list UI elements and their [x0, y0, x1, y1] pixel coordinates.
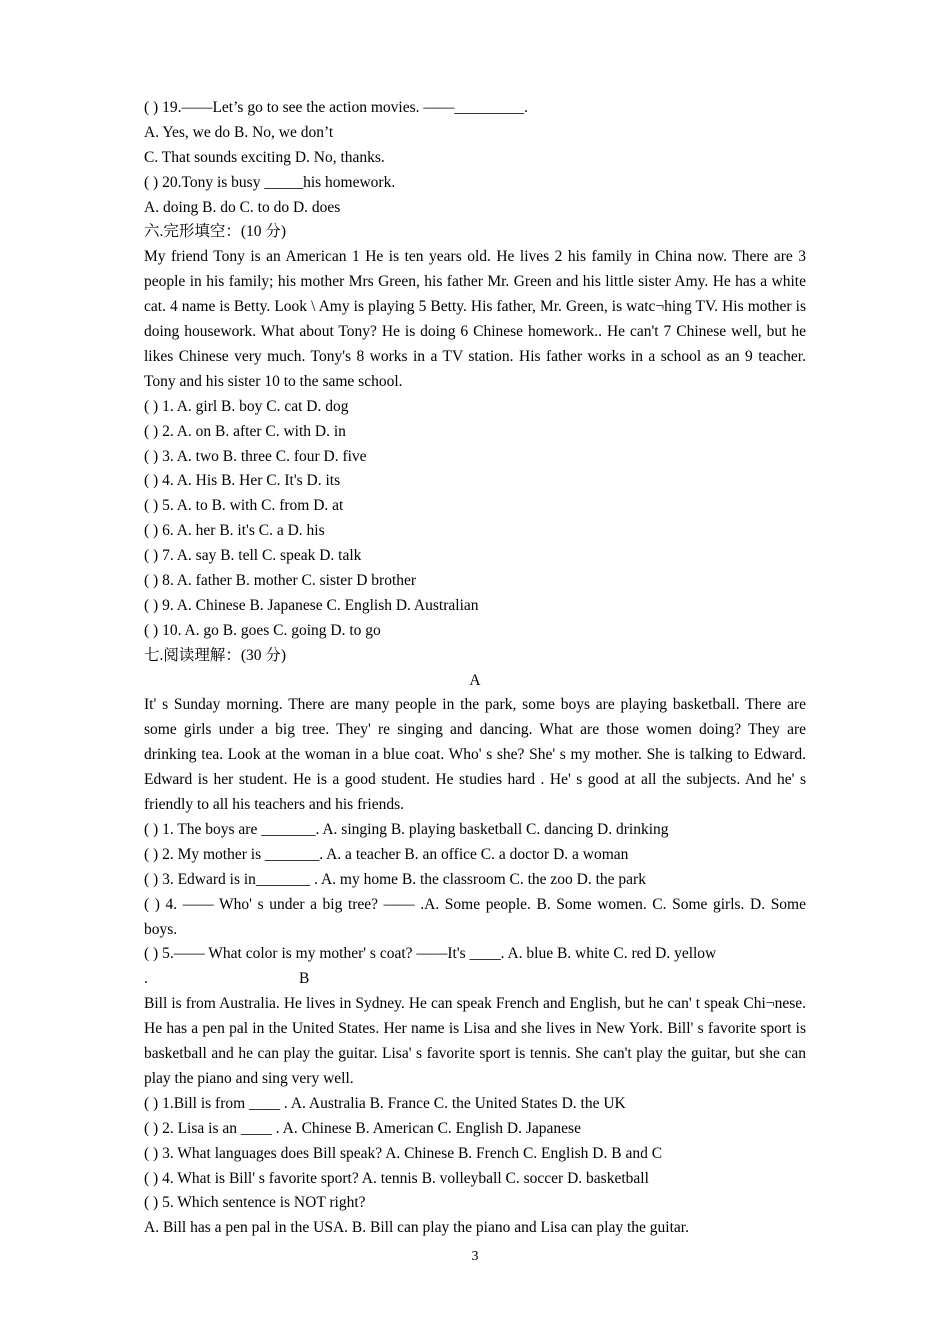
question-19-options-ab: A. Yes, we do B. No, we don’t — [144, 123, 334, 141]
question-20: ( ) 20.Tony is busy _____his homework. — [144, 173, 396, 191]
reading-a-question-1: ( ) 1. The boys are _______. A. singing B. playing basketball C. dancing D. drinking — [144, 821, 669, 838]
cloze-question-10: ( ) 10. A. go B. goes C. going D. to go — [144, 621, 381, 639]
reading-b-passage: Bill is from Australia. He lives in Sydney. He can speak French and English, but he can' t speak Chi¬nese. He has a pen pal in the United States. Her name is Lisa and she lives in New York. Bill' s favorite sport is basketball and he can play the guitar. Lisa' s favorite sport is tennis. She can't play the guitar, but she can play the piano and sing very well. — [144, 995, 806, 1087]
document-page — [144, 96, 806, 1241]
cloze-question-7: ( ) 7. A. say B. tell C. speak D. talk — [144, 547, 362, 565]
cloze-question-3: ( ) 3. A. two B. three C. four D. five — [144, 447, 367, 465]
reading-a-question-5: ( ) 5.—— What color is my mother' s coat? ——It's ____. A. blue B. white C. red D. yellow — [144, 945, 717, 963]
question-19: ( ) 19.——Let’s go to see the action movies. ——_________. — [144, 99, 528, 116]
reading-b-label: B — [299, 970, 310, 988]
reading-a-passage: It' s Sunday morning. There are many people in the park, some boys are playing basketball. There are some girls under a big tree. They' re singing and dancing. What are those women doing? They are drinking tea. Look at the woman in a blue coat. Who' s she? She' s my mother. She is talking to Edward. Edward is her student. He is a good student. He studies hard . He' s good at all the subjects. And he' s friendly to all his teachers and his friends. — [144, 696, 806, 814]
cloze-question-4: ( ) 4. A. His B. Her C. It's D. its — [144, 472, 341, 490]
reading-a-question-4: ( ) 4. —— Who' s under a big tree? —— .A. Some people. B. Some women. C. Some girls. D. Some boys. — [144, 895, 806, 938]
page-number: 3 — [471, 1249, 479, 1264]
reading-b-question-5: ( ) 5. Which sentence is NOT right? — [144, 1194, 366, 1212]
cloze-question-1: ( ) 1. A. girl B. boy C. cat D. dog — [144, 397, 349, 415]
cloze-passage: My friend Tony is an American 1 He is ten years old. He lives 2 his family in China now. There are 3 people in his family; his mother Mrs Green, his father Mr. Green and his little sister Amy. He has a white cat. 4 name is Betty. Look \ Amy is playing 5 Betty. His father, Mr. Green, is watc¬hing TV. His mother is doing housework. What about Tony? He is doing 6 Chinese homework.. He can't 7 Chinese well, but he likes Chinese very much. Tony's 8 works in a TV station. His father works in a school as an 9 teacher. Tony and his sister 10 to the same school. — [144, 248, 806, 390]
reading-a-label: A — [469, 671, 481, 689]
question-20-options: A. doing B. do C. to do D. does — [144, 198, 341, 216]
question-19-options-cd: C. That sounds exciting D. No, thanks. — [144, 148, 385, 166]
section-6-heading: 六.完形填空：(10 分) — [144, 223, 287, 241]
cloze-question-8: ( ) 8. A. father B. mother C. sister D brother — [144, 572, 417, 590]
section-7-heading: 七.阅读理解：(30 分) — [144, 646, 287, 664]
reading-b-label-row — [144, 967, 806, 992]
cloze-question-5: ( ) 5. A. to B. with C. from D. at — [144, 497, 344, 515]
cloze-question-9: ( ) 9. A. Chinese B. Japanese C. English D. Australian — [144, 596, 479, 614]
reading-b-question-1: ( ) 1.Bill is from ____ . A. Australia B. France C. the United States D. the UK — [144, 1094, 626, 1112]
reading-b-question-2: ( ) 2. Lisa is an ____ . A. Chinese B. American C. English D. Japanese — [144, 1119, 581, 1137]
stray-dot: . — [144, 970, 148, 988]
reading-b-question-4: ( ) 4. What is Bill' s favorite sport? A. tennis B. volleyball C. soccer D. basketball — [144, 1169, 649, 1187]
reading-a-question-2: ( ) 2. My mother is _______. A. a teacher B. an office C. a doctor D. a woman — [144, 845, 629, 863]
reading-a-question-3: ( ) 3. Edward is in_______ . A. my home B. the classroom C. the zoo D. the park — [144, 870, 646, 888]
reading-b-question-5-options: A. Bill has a pen pal in the USA. B. Bill can play the piano and Lisa can play the guitar. — [144, 1219, 689, 1237]
cloze-question-2: ( ) 2. A. on B. after C. with D. in — [144, 422, 346, 440]
cloze-question-6: ( ) 6. A. her B. it's C. a D. his — [144, 522, 325, 540]
reading-b-question-3: ( ) 3. What languages does Bill speak? A. Chinese B. French C. English D. B and C — [144, 1144, 663, 1162]
